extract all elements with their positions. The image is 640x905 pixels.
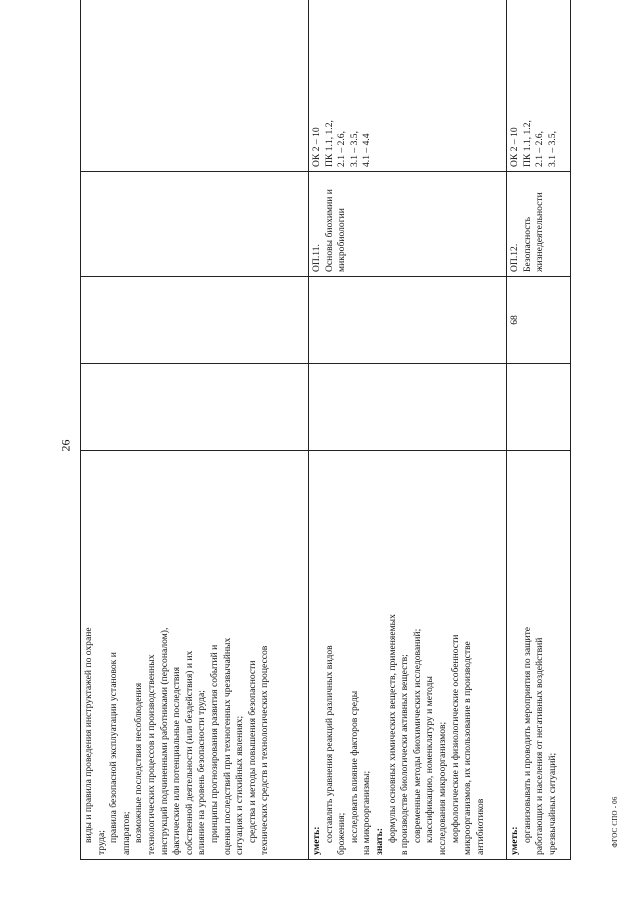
competencies-cell (81, 0, 309, 172)
text-line: инструкций подчиненными работниками (персоналом), (158, 627, 170, 855)
discipline-code: ОП.11. (311, 244, 322, 272)
competency-line: 2.1 – 2.6, (534, 131, 546, 167)
text-line: исследования микроорганизмов; (436, 721, 448, 855)
text-line: работающих и населения от негативных воздействий (534, 637, 546, 855)
competency-line: 3.1 – 3.5, (546, 131, 558, 167)
discipline-cell (507, 172, 571, 277)
text-line: влияние на уровень безопасности труда; (196, 690, 208, 855)
text-line: современные методы биохимических исследований; (411, 628, 423, 843)
text-line: ситуациях и стихийных явлениях; (234, 715, 246, 855)
text-line: знать: (373, 828, 385, 855)
discipline-cell (81, 172, 309, 277)
text-line: возможные последствия несоблюдения (133, 682, 145, 843)
text-line: принципы прогнозирования развития событий и (208, 644, 220, 843)
text-line: брожения; (336, 812, 348, 855)
hours-cell: 68 (507, 277, 571, 364)
text-line: морфологические и физиологические особенности (449, 634, 461, 843)
text-line: собственной деятельности (или бездействия) и их (183, 650, 195, 855)
competency-line: ОК 2 – 10 (311, 127, 322, 167)
discipline-name: Основы биохимии и микробиологии (323, 189, 348, 272)
text-line: исследовать влияние факторов среды (348, 690, 360, 843)
hours-cell (309, 277, 507, 364)
discipline-name: Безопасность жизнедеятельности (521, 192, 546, 272)
discipline-code: ОП.12. (509, 243, 520, 272)
text-line: средства и методы повышения безопасности (246, 660, 258, 843)
discipline-cell (309, 172, 507, 277)
text-line: организовывать и проводить мероприятия по защите (521, 626, 533, 843)
hours-cell (81, 277, 309, 364)
description-cell (81, 451, 309, 860)
competency-line: 3.1 – 3.5, (348, 131, 360, 167)
text-line: формулы основных химических веществ, применяемых (386, 614, 398, 843)
table-row (309, 0, 507, 860)
text-line: чрезвычайных ситуаций; (546, 752, 558, 855)
text-line: технических средств и технологических процессов (259, 645, 271, 855)
text-line: оценки последствий при техногенных чрезвычайных (221, 637, 233, 855)
text-line: составлять уравнения реакций различных видов (323, 645, 335, 843)
competencies-cell (309, 0, 507, 172)
curriculum-table-container (80, 20, 570, 860)
text-line: труда; (95, 830, 107, 855)
description-cell (309, 451, 507, 860)
text-line: фактические или потенциальные последствия (171, 667, 183, 855)
text-line: классификацию, номенклатуру и методы (424, 676, 436, 843)
page-number: 26 (58, 439, 73, 452)
table-row (507, 0, 571, 860)
competency-line: ПК 1.1, 1.2, (521, 120, 533, 167)
text-line: в производстве биологически активных веществ; (399, 654, 411, 855)
competency-line: ОК 2 – 10 (509, 127, 520, 167)
description-cell (507, 451, 571, 860)
competency-line: 4.1 – 4.4 (361, 133, 373, 167)
text-line: правила безопасной эксплуатации установок и (108, 652, 120, 843)
competencies-cell (507, 0, 571, 172)
competency-line: 2.1 – 2.6, (336, 131, 348, 167)
text-line: микроорганизмов, их использование в производстве (462, 641, 474, 855)
document-footer: ФГОС СПО - 06 (611, 796, 619, 848)
competency-line: ПК 1.1, 1.2, (323, 120, 335, 167)
text-line: виды и правила проведения инструктажей по охране (83, 627, 94, 843)
text-line: на микроорганизмы; (361, 770, 373, 855)
text-line: технологических процессов и производственных (145, 654, 157, 855)
max-load-cell (81, 364, 309, 451)
max-load-cell (309, 364, 507, 451)
table-row (81, 0, 309, 860)
text-line: уметь: (509, 826, 520, 855)
curriculum-table (80, 0, 571, 860)
text-line: аппаратов; (120, 811, 132, 855)
text-line: уметь: (311, 826, 322, 855)
text-line: антибиотиков (474, 798, 486, 855)
max-load-cell (507, 364, 571, 451)
